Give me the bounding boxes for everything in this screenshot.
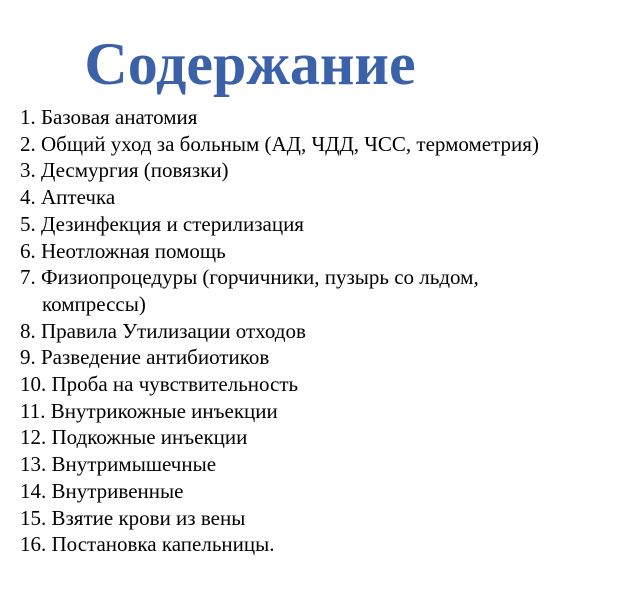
toc-item-8: 8. Правила Утилизации отходов: [20, 318, 306, 343]
toc-item-3: 3. Десмургия (повязки): [20, 158, 229, 183]
toc-item-6: 6. Неотложная помощь: [20, 238, 226, 263]
toc-item-5: 5. Дезинфекция и стерилизация: [20, 211, 304, 236]
toc-item-11: 11. Внутрикожные инъекции: [20, 398, 278, 423]
toc-item-15: 15. Взятие крови из вены: [20, 505, 246, 530]
toc-item-1: 1. Базовая анатомия: [20, 105, 198, 129]
toc-item-12: 12. Подкожные инъекции: [20, 425, 248, 450]
toc-item-7-text: 7. Физиопроцедуры (горчичники, пузырь со льдом,: [20, 265, 479, 290]
toc-item-16: 16. Постановка капельницы.: [20, 532, 275, 557]
toc-item-2: 2. Общий уход за больным (АД, ЧДД, ЧСС, термометрия): [20, 131, 539, 156]
toc-item-13: 13. Внутримышечные: [20, 452, 217, 477]
toc-item-7: [20, 264, 610, 317]
table-of-contents: [20, 104, 610, 558]
toc-item-14: 14. Внутривенные: [20, 478, 184, 503]
toc-item-9: 9. Разведение антибиотиков: [20, 345, 270, 370]
page-title: Содержание: [84, 31, 416, 97]
toc-item-10: 10. Проба на чувствительность: [20, 372, 299, 397]
toc-item-4: 4. Аптечка: [20, 185, 116, 210]
toc-item-7-continuation: компрессы): [42, 291, 146, 316]
